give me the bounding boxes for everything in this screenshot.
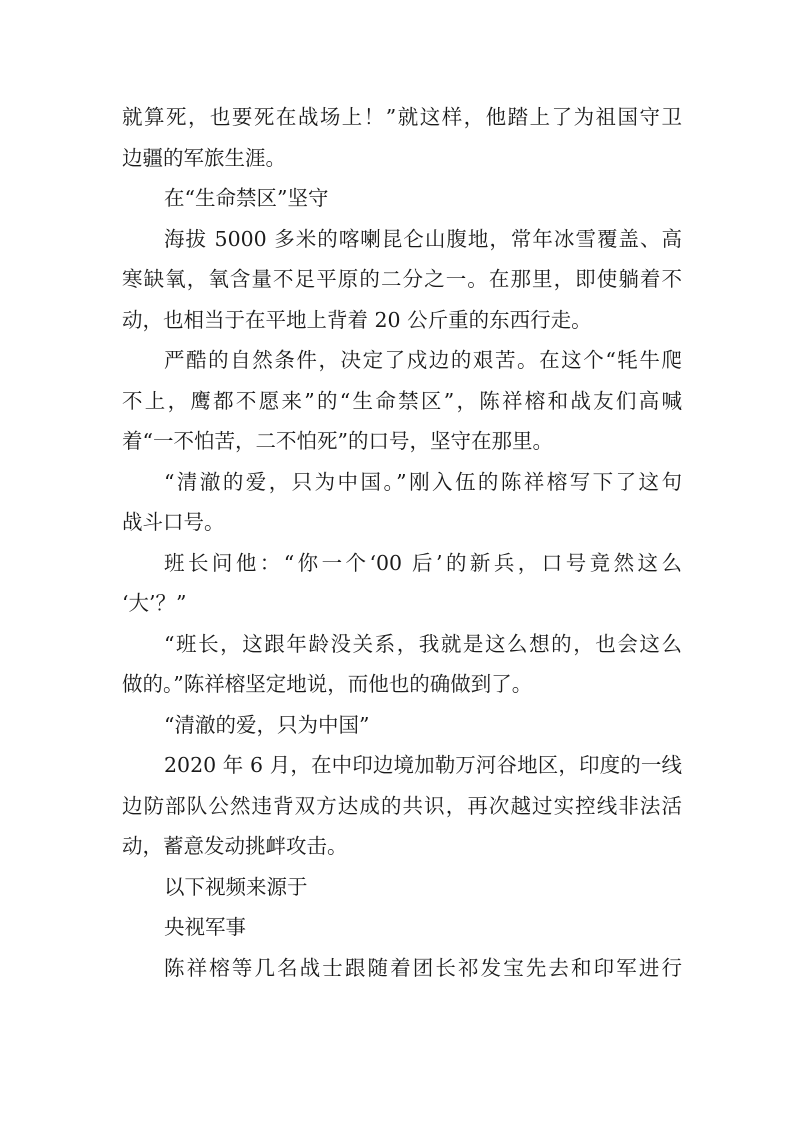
- text-line: “清澈的爱，只为中国”: [164, 712, 370, 737]
- text-line: 在“生命禁区”坚守: [164, 186, 329, 210]
- text-line: “班长，这跟年龄没关系，我就是这么想的，也会这么: [164, 631, 682, 656]
- text-line: “清澈的爱，只为中国。”刚入伍的陈祥榕写下了这句: [164, 469, 682, 494]
- text-line: 动，也相当于在平地上背着 20 公斤重的东西行走。: [122, 307, 592, 332]
- text-line: 就算死，也要死在战场上！”就这样，他踏上了为祖国守卫: [122, 105, 682, 129]
- text-line: 寒缺氧，氧含量不足平原的二分之一。在那里，即使躺着不: [122, 267, 682, 291]
- text-line: 做的。”陈祥榕坚定地说，而他也的确做到了。: [122, 672, 533, 696]
- text-line: 边防部队公然违背双方达成的共识，再次越过实控线非法活: [122, 793, 682, 818]
- text-line: 战斗口号。: [122, 510, 225, 534]
- text-line: 着“一不怕苦，二不怕死”的口号，坚守在那里。: [122, 429, 553, 453]
- text-line: 央视军事: [164, 915, 246, 939]
- text-line: 陈祥榕等几名战士跟随着团长祁发宝先去和印军进行: [164, 955, 682, 980]
- text-line: 动，蓄意发动挑衅攻击。: [122, 834, 348, 858]
- document-body: [122, 97, 682, 988]
- text-line: 不上，鹰都不愿来”的“生命禁区”，陈祥榕和战友们高喊: [122, 388, 682, 413]
- text-line: 海拔 5000 多米的喀喇昆仑山腹地，常年冰雪覆盖、高: [164, 226, 682, 251]
- text-line: ‘大’？”: [122, 591, 187, 615]
- text-line: 班长问他：“你一个‘00 后’的新兵，口号竟然这么: [164, 550, 682, 575]
- text-line: 严酷的自然条件，决定了戍边的艰苦。在这个“牦牛爬: [164, 348, 682, 372]
- text-line: 以下视频来源于: [164, 874, 308, 899]
- text-line: 边疆的军旅生涯。: [122, 145, 286, 170]
- text-line: 2020 年 6 月，在中印边境加勒万河谷地区，印度的一线: [164, 753, 682, 777]
